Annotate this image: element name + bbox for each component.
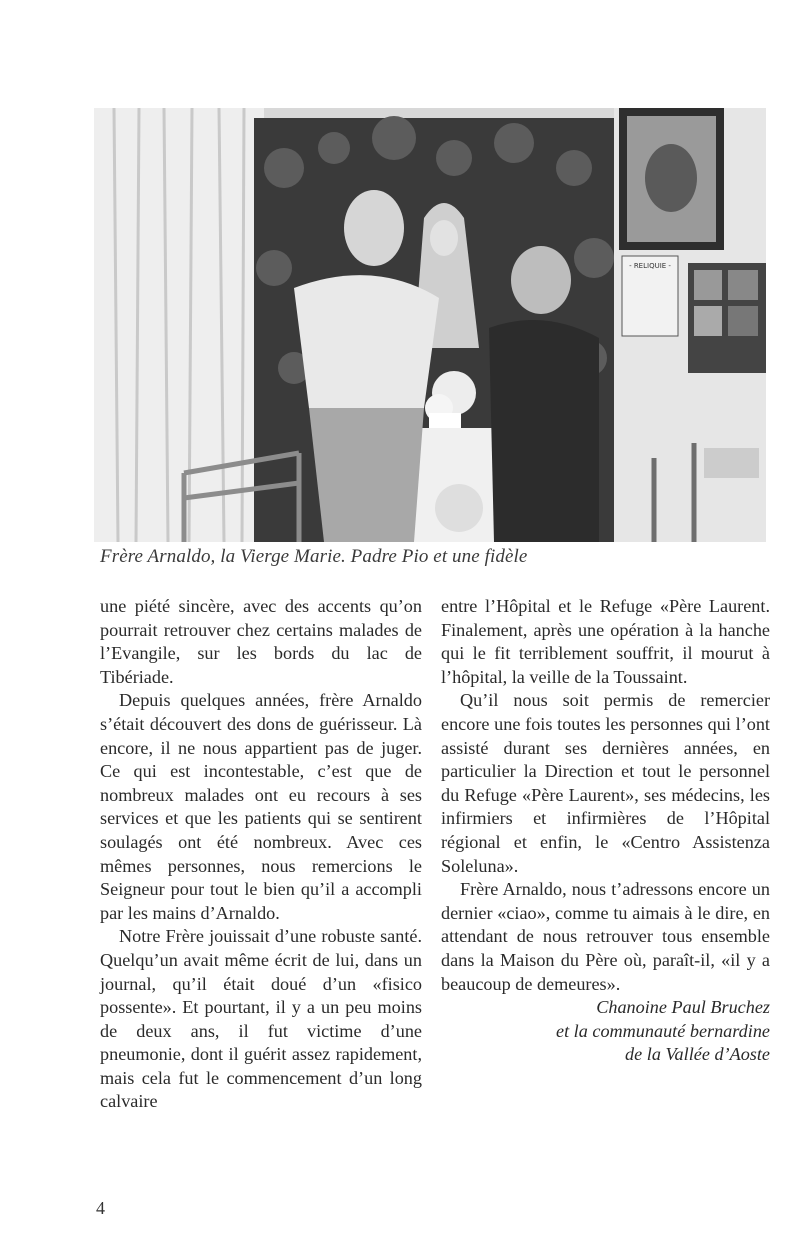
signature xyxy=(441,996,770,1067)
page-number: 4 xyxy=(96,1198,105,1218)
right-column xyxy=(441,595,770,1067)
signature-line: et la communauté bernardine xyxy=(556,1020,770,1041)
signature-line: Chanoine Paul Bruchez xyxy=(596,997,770,1018)
relique-label: - RELIQUIE - xyxy=(629,262,671,270)
signature-line: de la Vallée d’Aoste xyxy=(625,1044,770,1065)
photo xyxy=(94,108,766,542)
photo-caption: Frère Arnaldo, la Vierge Marie. Padre Pio et une fidèle xyxy=(100,546,528,567)
paragraph: Qu’il nous soit permis de remercier encore une fois toutes les personnes qui l’ont assisté durant ses dernières années, en particulier la Direction et tout le personnel du Refuge «Père Laurent», ses médecins, les infirmiers et infirmières de l’Hôpital régional et enfin, le «Centro Assistenza Soleluna». xyxy=(441,690,770,876)
paragraph: Notre Frère jouissait d’une robuste santé. Quelqu’un avait même écrit de lui, dans un journal, qu’il était doué d’un «fisico possente». Et pourtant, il y a un peu moins de deux ans, il fut victime d’une pneumonie, dont il guérit assez rapidement, mais cela fut le commencement d’un long calvaire xyxy=(100,926,422,1112)
left-column xyxy=(100,595,422,1114)
paragraph: entre l’Hôpital et le Refuge «Père Laurent. Finalement, après une opération à la hanche qui le fit terriblement souffrit, il mourut à l’hôpital, la veille de la Toussaint. xyxy=(441,596,770,687)
paragraph: une piété sincère, avec des accents qu’on pourrait retrouver chez certains malades de l’Evangile, sur les bords du lac de Tibériade. xyxy=(100,596,422,687)
paragraph: Depuis quelques années, frère Arnaldo s’était découvert des dons de guérisseur. Là encore, il ne nous appartient pas de juger. Ce qui est incontestable, c’est que de nombreux malades ont eu recours à ses services et que les patients qui se sentirent soulagés ont été nombreux. Avec ces mêmes personnes, nous remercions le Seigneur pour tout le bien qu’il a accompli par les mains d’Arnaldo. xyxy=(100,690,422,923)
paragraph: Frère Arnaldo, nous t’adressons encore un dernier «ciao», comme tu aimais à le dire, en attendant de nous retrouver tous ensemble dans la Maison du Père où, paraît-il, «il y a beaucoup de demeures». xyxy=(441,879,770,994)
